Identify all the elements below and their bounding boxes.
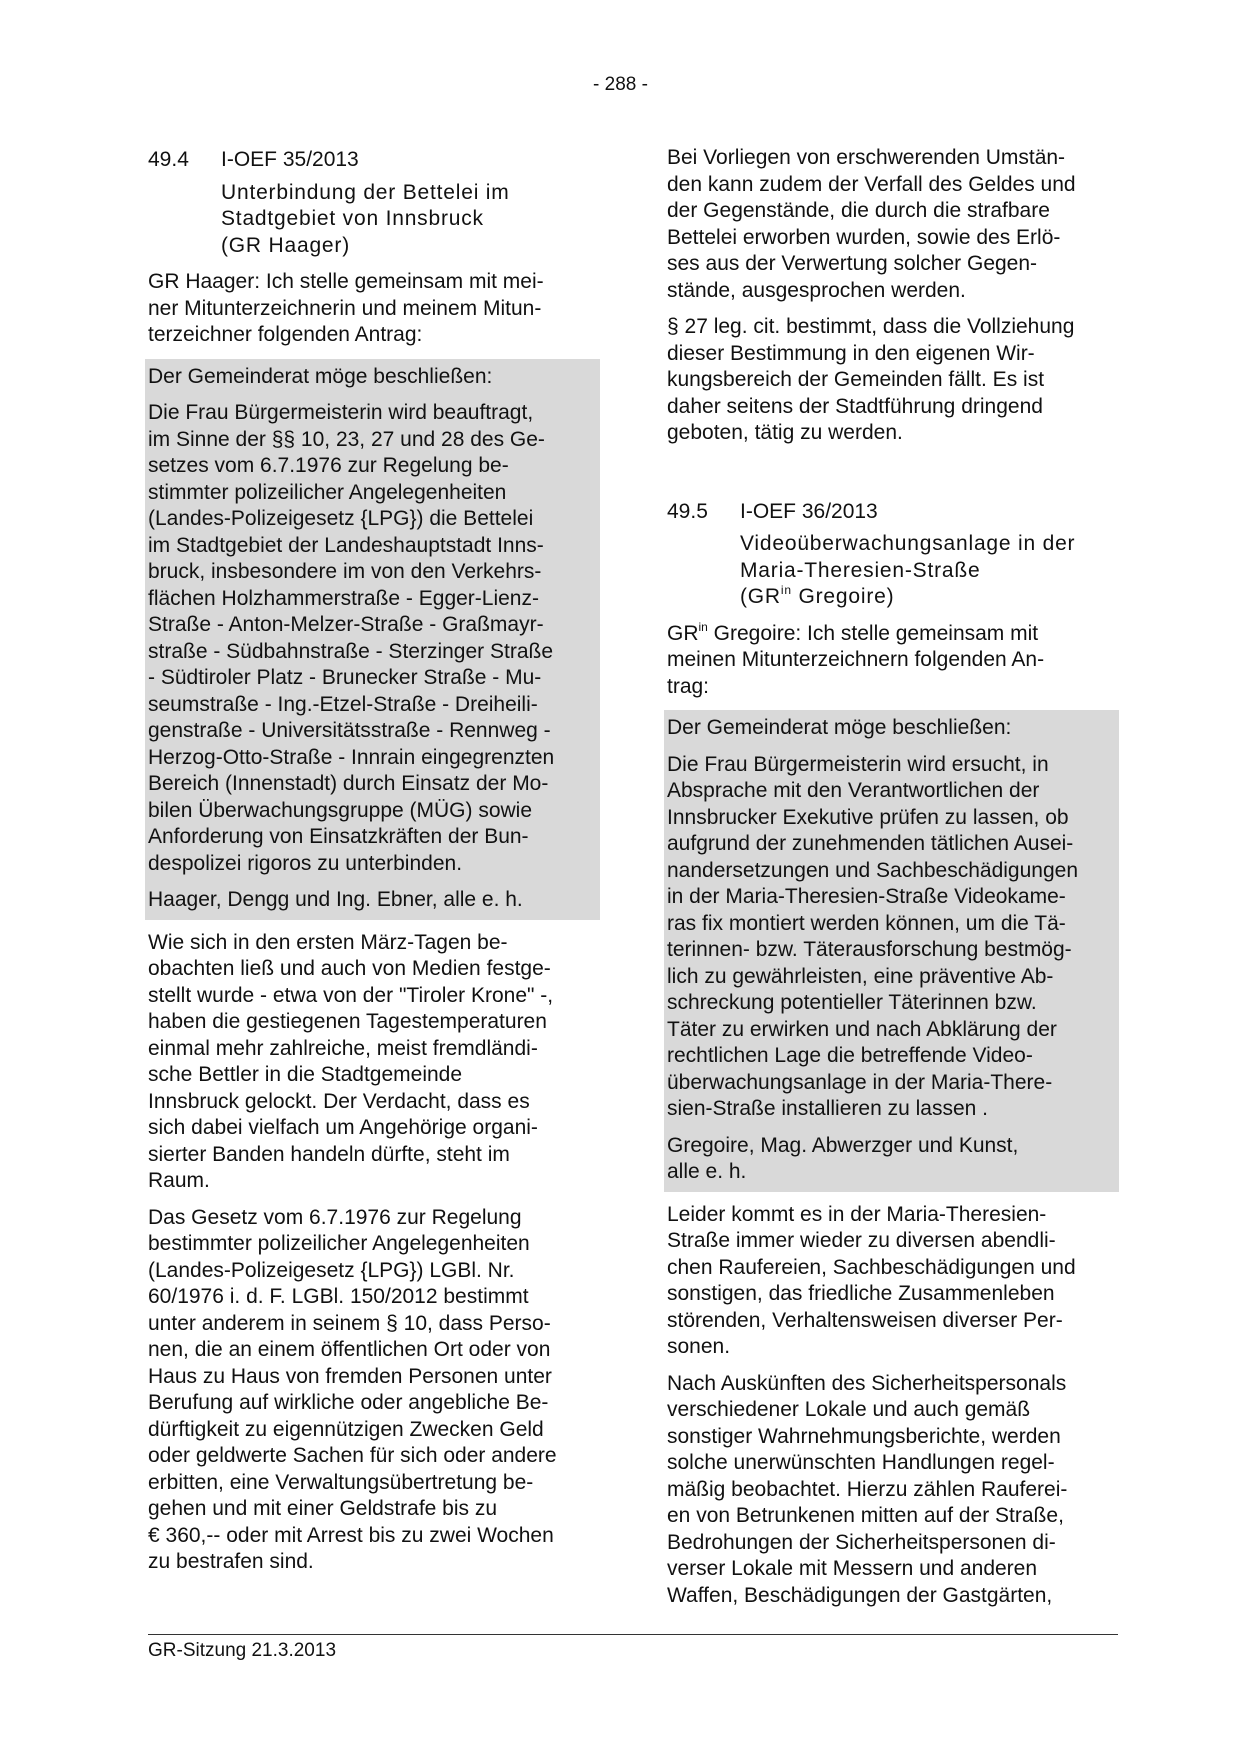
motion-heading: Der Gemeinderat möge beschließen:: [667, 716, 1012, 739]
body-paragraph: Bei Vorliegen von erschwerenden Umstän- den kann zudem der Verfall des Geldes und der Gegenstände, die durch die strafbare Bettelei erworben wurden, sowie des Erlö- ses aus der Verwertung solcher Gegen- stände, ausgesprochen werden.: [667, 146, 1076, 302]
title-sponsor-prefix: (GR: [740, 585, 781, 608]
motion-box: [145, 359, 600, 920]
right-column: [667, 145, 1119, 1619]
intro-prefix: GR: [667, 621, 699, 645]
motion-signers: Gregoire, Mag. Abwerzger und Kunst, alle e. h.: [667, 1133, 1019, 1183]
item-number: 49.4: [148, 148, 189, 171]
footer-text: GR-Sitzung 21.3.2013: [148, 1640, 337, 1661]
intro-paragraph: GR Haager: Ich stelle gemeinsam mit mei- ner Mitunterzeichnerin und meinem Mitun- terzeichner folgenden Antrag:: [148, 270, 544, 346]
body-paragraph: Nach Auskünften des Sicherheitspersonals verschiedener Lokale und auch gemäß sonstiger Wahrnehmungsberichte, werden solche unerwünschten Handlungen regel- mäßig beobachtet. Hierzu zählen Rauferei- en von Betrunkenen mitten auf der Straße, Bedrohungen der Sicherheitspersonen di- verser Lokale mit Messern und anderen Waffen, Beschädigungen der Gastgärten,: [667, 1371, 1068, 1607]
item-heading-49-5: [667, 499, 1119, 526]
item-heading-49-4: [148, 147, 600, 174]
motion-body: Die Frau Bürgermeisterin wird ersucht, in Absprache mit den Verantwortlichen der Innsbrucker Exekutive prüfen zu lassen, ob aufgrund der zunehmenden tätlichen Ausei- nandersetzungen und Sachbeschädigungen in der Maria-Theresien-Straße Videokame- ras fix montiert werden können, um die Tä- terinnen- bzw. Täterausforschung bestmög- lich zu gewährleisten, eine präventive Ab- schreckung potentieller Täterinnen bzw. Täter zu erwirken und nach Abklärung der rechtlichen Lage die betreffende Video- überwachungsanlage in der Maria-There- sien-Straße installieren zu lassen .: [667, 752, 1079, 1120]
title-sponsor-sup: in: [780, 583, 792, 597]
left-column: [148, 147, 600, 1586]
footer-divider: [148, 1634, 1118, 1635]
title-sponsor-name: Gregoire): [791, 585, 895, 608]
motion-signers: Haager, Dengg und Ing. Ebner, alle e. h.: [148, 888, 523, 911]
body-paragraph: § 27 leg. cit. bestimmt, dass die Vollziehung dieser Bestimmung in den eigenen Wir- kungsbereich der Gemeinden fällt. Es ist daher seitens der Stadtführung dringend geboten, tätig zu werden.: [667, 315, 1075, 444]
item-title: [740, 531, 1119, 611]
item-title-text: Videoüberwachungsanlage in der Maria-Theresien-Straße: [740, 532, 1076, 582]
item-code: I-OEF 36/2013: [740, 499, 878, 523]
body-paragraph: Wie sich in den ersten März-Tagen be- obachten ließ und auch von Medien festge- stellt wurde - etwa von der "Tiroler Krone" -, haben die gestiegenen Tagestemperaturen einmal mehr zahlreiche, meist fremdländi- sche Bettler in die Stadtgemeinde Innsbruck gelockt. Der Verdacht, dass es sich dabei vielfach um Angehörige organi- sierter Banden handeln dürfte, steht im Raum.: [148, 930, 554, 1192]
intro-paragraph: [667, 621, 1119, 701]
intro-sup: in: [698, 619, 708, 634]
body-paragraph: Das Gesetz vom 6.7.1976 zur Regelung bestimmter polizeilicher Angelegenheiten (Landes-Polizeigesetz {LPG}) LGBl. Nr. 60/1976 i. d. F. LGBl. 150/2012 bestimmt unter anderem in seinem § 10, dass Perso- nen, die an einem öffentlichen Ort oder von Haus zu Haus von fremden Personen unter Berufung auf wirkliche oder angebliche Be- dürftigkeit zu eigennützigen Zwecken Geld oder geldwerte Sachen für sich oder andere erbitten, eine Verwaltungsübertretung be- gehen und mit einer Geldstrafe bis zu € 360,-- oder mit Arrest bis zu zwei Wochen zu bestrafen sind.: [148, 1205, 557, 1573]
motion-box: [664, 710, 1119, 1192]
item-title: Unterbindung der Bettelei im Stadtgebiet von Innsbruck (GR Haager): [221, 180, 510, 257]
item-code: I-OEF 35/2013: [221, 148, 359, 171]
motion-heading: Der Gemeinderat möge beschließen:: [148, 364, 493, 388]
motion-body: Die Frau Bürgermeisterin wird beauftragt, im Sinne der §§ 10, 23, 27 und 28 des Ge- setzes vom 6.7.1976 zur Regelung be- stimmter polizeilicher Angelegenheiten (Landes-Polizeigesetz {LPG}) die Bettelei im Stadtgebiet der Landeshauptstadt Inns- bruck, insbesondere im von den Verkehrs- flächen Holzhammerstraße - Egger-Lienz- Straße - Anton-Melzer-Straße - Graßmayr- straße - Südbahnstraße - Sterzinger Straße - Südtiroler Platz - Brunecker Straße - Mu- seumstraße - Ing.-Etzel-Straße - Dreiheili- genstraße - Universitätsstraße - Rennweg - Herzog-Otto-Straße - Innrain eingegrenzten Bereich (Innenstadt) durch Einsatz der Mo- bilen Überwachungsgruppe (MÜG) sowie Anforderung von Einsatzkräften der Bun- despolizei rigoros zu unterbinden.: [148, 401, 555, 875]
page-number: - 288 -: [593, 74, 648, 95]
body-paragraph: Leider kommt es in der Maria-Theresien- Straße immer wieder zu diversen abendli- chen Raufereien, Sachbeschädigungen und sonstigen, das friedliche Zusammenleben störenden, Verhaltensweisen diverser Per- sonen.: [667, 1202, 1076, 1358]
section-gap: [667, 457, 1119, 499]
item-number: 49.5: [667, 499, 708, 523]
intro-text: Gregoire: Ich stelle gemeinsam mit meinen Mitunterzeichnern folgenden An- trag:: [667, 621, 1045, 698]
